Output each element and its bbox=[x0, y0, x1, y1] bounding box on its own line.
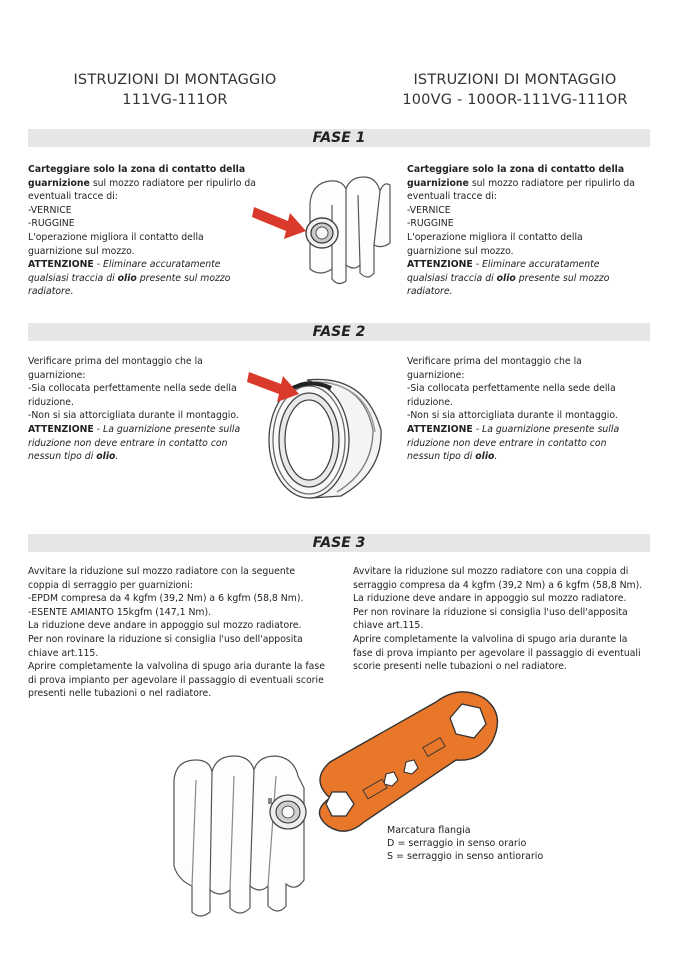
fase2-right-item1: -Sia collocata perfettamente nella sede della riduzione. bbox=[407, 383, 616, 408]
fase2-right-item2: -Non si sia attorcigliata durante il montaggio. bbox=[407, 410, 618, 422]
wrench-radiator-illustration bbox=[160, 680, 520, 920]
caption-line1: Marcatura flangia bbox=[387, 825, 471, 836]
fase2-right-att-text1: - La guarnizione presente sulla riduzione non deve entrare in contatto con nessun tipo di bbox=[407, 423, 620, 463]
fase3-right-l7: fase di prova impianto per agevolare il passaggio di eventuali bbox=[353, 647, 641, 659]
right-title-line2: 100VG - 100OR-111VG-111OR bbox=[402, 92, 628, 108]
fase1-left-p1-rest: sul mozzo radiatore per ripulirlo da eventuali tracce di: bbox=[28, 177, 256, 203]
fase3-right-l8: scorie presenti nelle tubazioni o nel radiatore. bbox=[353, 661, 567, 673]
fase3-right-l2: serraggio compresa da 4 kgfm (39,2 Nm) a 6 kgfm (58,8 Nm). bbox=[353, 579, 643, 591]
radiator-body bbox=[174, 756, 304, 916]
fase2-left-item2: -Non si sia attorcigliata durante il montaggio. bbox=[28, 410, 239, 422]
fase3-right-l1: Avvitare la riduzione sul mozzo radiatore con una coppia di bbox=[353, 566, 629, 577]
fase1-right-att-text1: - Eliminare accuratamente qualsiasi traccia di bbox=[407, 259, 600, 284]
fase2-left-item1: -Sia collocata perfettamente nella sede della riduzione. bbox=[28, 383, 237, 408]
fase2-left-p1: Verificare prima del montaggio che la guarnizione: bbox=[28, 356, 203, 381]
fase3-left-l2: coppia di serraggio per guarnizioni: bbox=[28, 579, 193, 591]
fase1-left-p1-bold: Carteggiare solo la zona di contatto della guarnizione bbox=[28, 164, 246, 189]
fase3-header: FASE 3 bbox=[28, 534, 650, 552]
red-arrow-icon bbox=[252, 207, 306, 239]
fase2-right-att-text2: . bbox=[494, 451, 498, 463]
fase3-right-l5: chiave art.115. bbox=[353, 620, 424, 632]
fase3-right-l4: Per non rovinare la riduzione si consiglia l'uso dell'apposita bbox=[353, 606, 628, 618]
caption-line3: S = serraggio in senso antiorario bbox=[387, 851, 544, 862]
fase3-left-l1: Avvitare la riduzione sul mozzo radiatore con la seguente bbox=[28, 566, 296, 577]
fase1-right-item1: -VERNICE bbox=[407, 204, 451, 216]
fase1-right-p1-rest: sul mozzo radiatore per ripulirlo da eventuali tracce di: bbox=[407, 177, 635, 203]
fase3-left-l8: Aprire completamente la valvolina di spugo aria durante la fase bbox=[28, 661, 325, 673]
fase3-left-l9: di prova impianto per agevolare il passaggio di eventuali scorie bbox=[28, 674, 324, 686]
fase1-header: FASE 1 bbox=[28, 129, 650, 147]
right-title-line1: ISTRUZIONI DI MONTAGGIO bbox=[413, 72, 617, 88]
fase3-left-l10: presenti nelle tubazioni o nel radiatore. bbox=[28, 688, 212, 700]
fase1-right-p2: L'operazione migliora il contatto della guarnizione sul mozzo. bbox=[407, 231, 583, 257]
fase1-right-att-text2: presente sul mozzo radiatore. bbox=[407, 272, 610, 298]
fase1-left-item2: -RUGGINE bbox=[28, 218, 75, 230]
fase1-right-att-bold: olio bbox=[496, 272, 516, 284]
wrench-icon bbox=[319, 692, 497, 831]
fase1-left-p2: L'operazione migliora il contatto della guarnizione sul mozzo. bbox=[28, 231, 204, 257]
fase3-left-l3: -EPDM compresa da 4 kgfm (39,2 Nm) a 6 kgfm (58,8 Nm). bbox=[28, 593, 304, 605]
fase1-left-att-label: ATTENZIONE bbox=[28, 259, 94, 271]
fase1-right-p1-bold: Carteggiare solo la zona di contatto della guarnizione bbox=[407, 164, 625, 189]
left-title-line1: ISTRUZIONI DI MONTAGGIO bbox=[73, 72, 277, 88]
caption-line2: D = serraggio in senso orario bbox=[387, 838, 527, 849]
fase3-left-l4: -ESENTE AMIANTO 15kgfm (147,1 Nm). bbox=[28, 606, 212, 618]
left-title bbox=[40, 70, 310, 110]
wrench-caption bbox=[387, 824, 543, 863]
fase2-right-att-label: ATTENZIONE bbox=[407, 423, 473, 435]
fase1-left-text bbox=[28, 163, 258, 299]
fase3-left-l6: Per non rovinare la riduzione si consiglia l'uso dell'apposita bbox=[28, 633, 303, 645]
fase1-left-att-bold: olio bbox=[117, 272, 137, 284]
reduction-illustration bbox=[245, 360, 405, 508]
fase2-left-att-bold: olio bbox=[96, 451, 116, 463]
fase2-right-att-bold: olio bbox=[475, 451, 495, 463]
fase2-right-text bbox=[407, 355, 627, 464]
fase1-right-item2: -RUGGINE bbox=[407, 218, 454, 230]
right-title bbox=[380, 70, 650, 110]
fase3-left-l7: chiave art.115. bbox=[28, 647, 99, 659]
radiator-hub-illustration bbox=[250, 165, 400, 290]
left-title-line2: 111VG-111OR bbox=[122, 92, 228, 108]
fase2-header: FASE 2 bbox=[28, 323, 650, 341]
fase1-left-item1: -VERNICE bbox=[28, 204, 72, 216]
fase2-right-p1: Verificare prima del montaggio che la guarnizione: bbox=[407, 356, 582, 381]
fase1-right-text bbox=[407, 163, 637, 299]
fase3-left-l5: La riduzione deve andare in appoggio sul mozzo radiatore. bbox=[28, 620, 302, 632]
fase2-left-att-label: ATTENZIONE bbox=[28, 423, 94, 435]
hub-ring bbox=[306, 218, 338, 248]
fase2-left-att-text2: . bbox=[115, 451, 119, 463]
fase3-right-l6: Aprire completamente la valvolina di spugo aria durante la bbox=[353, 633, 628, 645]
fase1-left-att-text2: presente sul mozzo radiatore. bbox=[28, 272, 231, 298]
fase3-right-l3: La riduzione deve andare in appoggio sul mozzo radiatore. bbox=[353, 593, 627, 605]
fase2-left-text bbox=[28, 355, 248, 464]
fase1-right-att-label: ATTENZIONE bbox=[407, 259, 473, 271]
fase2-left-att-text1: - La guarnizione presente sulla riduzione non deve entrare in contatto con nessun tipo di bbox=[28, 423, 241, 463]
fase1-left-att-text1: - Eliminare accuratamente qualsiasi traccia di bbox=[28, 259, 221, 284]
fase3-right-text bbox=[353, 565, 653, 674]
